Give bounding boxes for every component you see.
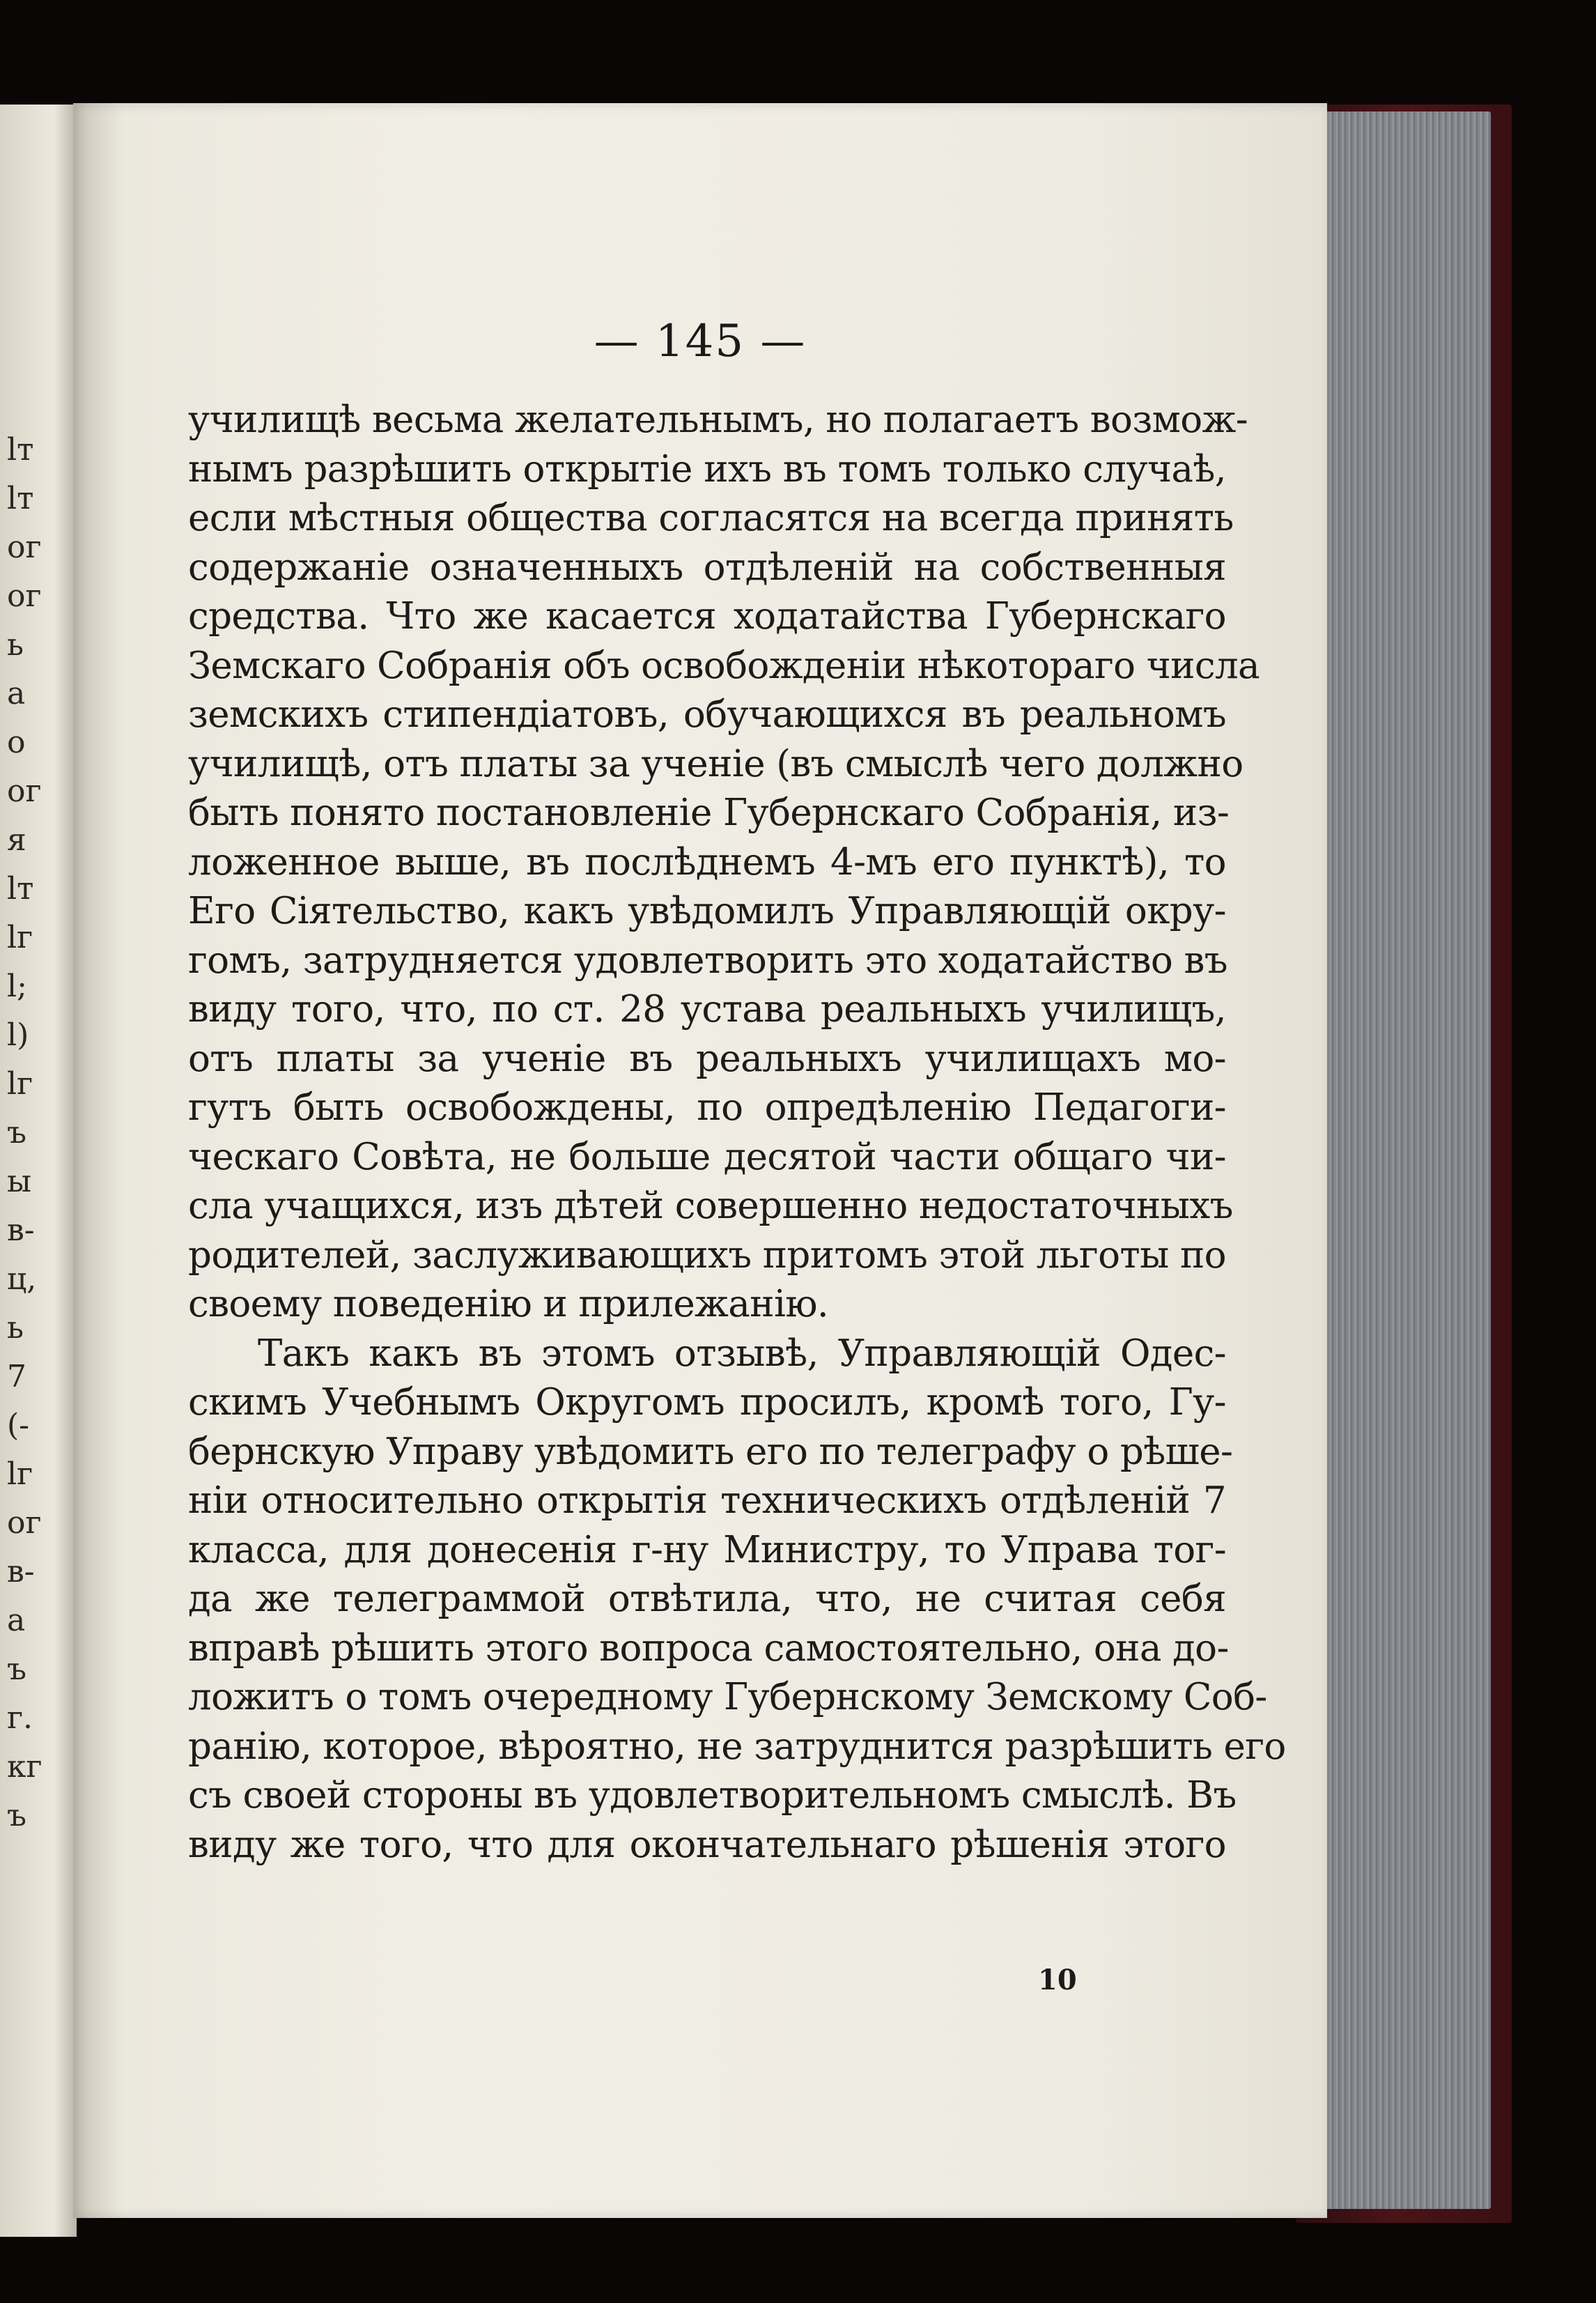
book-page [73, 103, 1327, 2218]
text-line: училищѣ весьма желательнымъ, но полагаетъ возмож- [188, 399, 1248, 441]
text-line: скимъ Учебнымъ Округомъ просилъ, кромѣ того, Гу- [188, 1381, 1226, 1424]
paragraph-first-line: Такъ какъ въ этомъ отзывѣ, Управляющій Одес- [258, 1332, 1226, 1375]
left-page-fragment: ъ [7, 1651, 26, 1687]
left-page-fragment: ь [7, 1310, 24, 1346]
left-page-fragment: в- [7, 1554, 35, 1589]
left-page-fragment: о [7, 725, 26, 760]
text-line: училищѣ, отъ платы за ученіе (въ смыслѣ чего должно [188, 742, 1244, 785]
printer-signature-mark: 10 [1038, 1964, 1077, 1996]
text-line: виду же того, что для окончательнаго рѣшенія этого [188, 1823, 1226, 1866]
text-line: бернскую Управу увѣдомить его по телеграфу о рѣше- [188, 1430, 1233, 1473]
left-page-fragment: lт [7, 432, 34, 468]
page-body-text [188, 396, 1286, 1870]
text-line: быть понято постановленіе Губернскаго Собранія, из- [188, 792, 1230, 834]
text-line: ложенное выше, въ послѣднемъ 4-мъ его пунктѣ), то [188, 840, 1226, 884]
text-line: родителей, заслуживающихъ притомъ этой льготы по [188, 1233, 1226, 1277]
text-line: Его Сіятельство, какъ увѣдомилъ Управляющій окру- [188, 890, 1226, 932]
text-line: содержаніе означенныхъ отдѣленій на собственныя [188, 546, 1226, 589]
page-block-edges [1310, 111, 1491, 2209]
left-page-fragment: я [7, 822, 26, 858]
text-line: съ своей стороны въ удовлетворительномъ смыслѣ. Въ [188, 1774, 1237, 1817]
left-page-fragment: lт [7, 481, 34, 516]
paragraph-end-line: своему поведенію и прилежанію. [188, 1283, 829, 1325]
text-line: класса, для донесенія г-ну Министру, то Управа тог- [188, 1528, 1226, 1571]
text-line: сла учащихся, изъ дѣтей совершенно недостаточныхъ [188, 1185, 1233, 1227]
text-line: вправѣ рѣшить этого вопроса самостоятельно, она до- [188, 1626, 1229, 1670]
left-page-fragment: (- [7, 1408, 30, 1443]
text-line: если мѣстныя общества согласятся на всегда принять [188, 497, 1234, 539]
text-line: отъ платы за ученіе въ реальныхъ училищахъ мо- [188, 1037, 1226, 1080]
text-line: ческаго Совѣта, не больше десятой части общаго чи- [188, 1135, 1226, 1178]
left-page-fragment: г. [7, 1700, 33, 1736]
left-page-fragment: lг [7, 1066, 33, 1102]
text-line: ніи относительно открытія техническихъ отдѣленій 7 [188, 1479, 1226, 1522]
left-page-fragment: ь [7, 627, 24, 663]
left-page-fragment: ъ [7, 1115, 26, 1150]
text-line: гутъ быть освобождены, по опредѣленію Педагоги- [188, 1086, 1226, 1129]
left-page-fragment: ог [7, 530, 42, 565]
left-page-fragment: а [7, 676, 26, 711]
left-page-fragment: lг [7, 1456, 33, 1492]
left-page-fragment: l) [7, 1017, 29, 1053]
left-page-fragment: l; [7, 969, 27, 1004]
page-number: — 145 — [594, 316, 807, 367]
left-page-fragment: кг [7, 1749, 42, 1785]
left-page-fragment: а [7, 1603, 26, 1638]
text-line: ложитъ о томъ очередному Губернскому Земскому Соб- [188, 1676, 1267, 1718]
text-line: ранію, которое, вѣроятно, не затруднится разрѣшить его [188, 1725, 1286, 1768]
left-facing-page-fragment [0, 105, 77, 2237]
left-page-fragment: lг [7, 920, 33, 955]
left-page-fragment: ог [7, 1505, 42, 1541]
text-line: средства. Что же касается ходатайства Губернскаго [188, 595, 1226, 638]
text-line: Земскаго Собранія объ освобожденіи нѣкотораго числа [188, 644, 1260, 687]
left-page-fragment: ц, [7, 1261, 37, 1297]
left-page-fragment: ог [7, 578, 42, 614]
text-line: нымъ разрѣшить открытіе ихъ въ томъ только случаѣ, [188, 447, 1226, 491]
text-line: гомъ, затрудняется удовлетворить это ходатайство въ [188, 939, 1227, 982]
left-page-fragment: 7 [7, 1359, 26, 1394]
left-page-fragment: ы [7, 1164, 32, 1199]
left-page-fragment: lт [7, 871, 34, 907]
left-page-fragment: ъ [7, 1798, 26, 1833]
text-line: земскихъ стипендіатовъ, обучающихся въ реальномъ [188, 693, 1226, 736]
text-line: да же телеграммой отвѣтила, что, не считая себя [188, 1578, 1226, 1620]
left-page-fragment: в- [7, 1212, 35, 1248]
text-line: виду того, что, по ст. 28 устава реальныхъ училищъ, [188, 988, 1226, 1031]
left-page-fragment: ог [7, 773, 42, 809]
